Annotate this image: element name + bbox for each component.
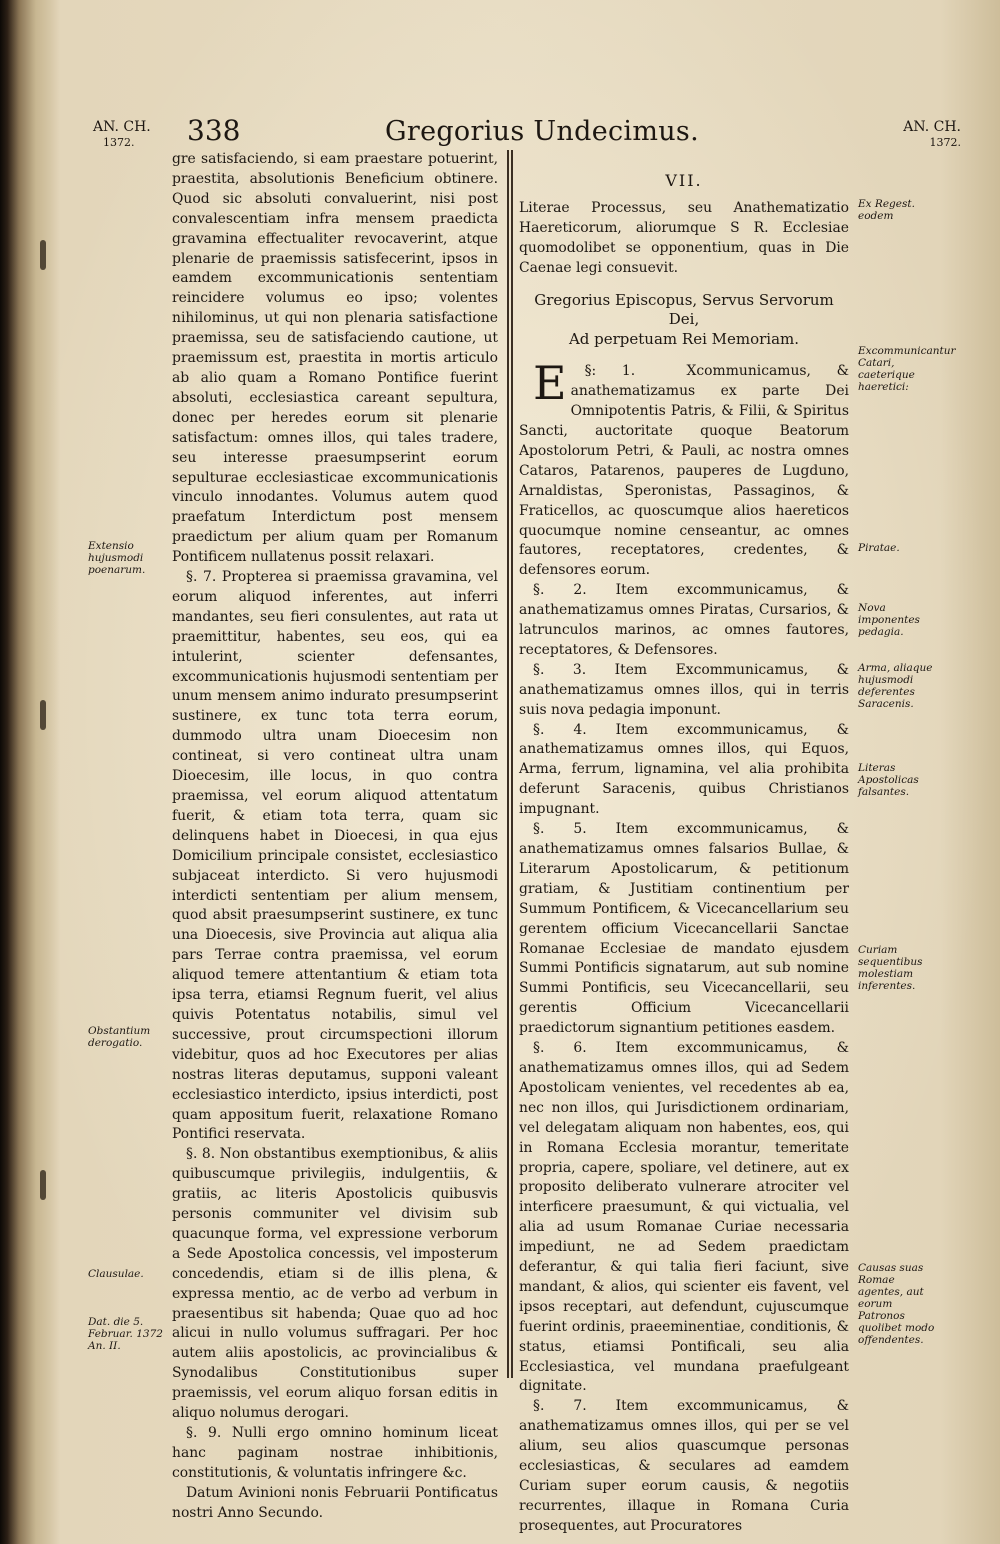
greeting-text: Gregorius Episcopus, Servus Servorum Dei,	[534, 290, 834, 329]
book-spine-shadow	[0, 0, 60, 1544]
year-value: 1372.	[103, 136, 135, 149]
margin-note: Ex Regest. eodem	[858, 198, 915, 222]
paragraph: Datum Avinioni nonis Februarii Pontificatus nostri Anno Secundo.	[172, 1484, 498, 1521]
margin-note: Extensio hujusmodi poenarum.	[88, 540, 146, 576]
right-column	[519, 171, 849, 1537]
binding-hole	[40, 240, 46, 270]
margin-note: Excommunicantur Catari, caeterique haeretici:	[858, 345, 956, 393]
paragraph: §. 8. Non obstantibus exemptionibus, & aliis quibuscumque privilegiis, indulgentiis, & gratiis, ac literis Apostolicis quibusvis personis communiter vel divisim sub quacunque forma, vel expressione verborum a Sede Apostolica concessis, vel imposterum concedendis, etiam si de illis plena, & expressa mentio, ac de verbo ad verbum in praesentibus sit habenda; Quae quo ad hoc alicui in nullo volumus suffragari. Per hoc autem aliis apostolicis, ac provincialibus & Synodalibus Constitutionibus super praemissis, vel eorum aliquo forsan editis in aliquo nolumus derogari.	[172, 1146, 498, 1422]
margin-note: Causas suas Romae agentes, aut eorum Patronos quolibet modo offendentes.	[858, 1262, 935, 1346]
paragraph: §. 2. Item excommunicamus, & anathematizamus omnes Piratas, Cursarios, & latrunculos marinos, ac omnes fautores, receptatores, & Defensores.	[519, 582, 849, 658]
running-head-left-year	[93, 120, 151, 150]
running-head	[85, 112, 965, 154]
document-number: VII.	[665, 171, 703, 190]
paragraph-text: Xcommunicamus, & anathematizamus ex parte Dei Omnipotentis Patris, & Filii, & Spiritus Sancti, auctoritate quoque Beatorum Apostolorum Petri, & Pauli, ac nostra omnes Cataros, Patarenos, pauperes de Lugduno, Arnaldistas, Speronistas, Passaginos, & Fraticellos, ac quoscumque alios haereticos quocumque nomine censeantur, ac omnes fautores, receptatores, credentes, & defensores eorum.	[519, 363, 849, 579]
paragraph: §. 7. Propterea si praemissa gravamina, vel eorum aliquod inferentes, aut inferri mandantes, seu fieri consulentes, aut rata ut praemittitur, habentes, seu eos, qui ea intulerint, scienter defensantes, excommunicationis hujusmodi sententiam per unum mensem animo indurato presumpserint sustinere, ex tunc tota terra eorum, dummodo ultra unam Dioecesim non contineat, si vero contineat ultra unam Dioecesim, ille locus, in quo contra praemissa, vel eorum aliquod attentatum fuerit, & etiam tota terra, quam sic delinquens habet in Dioecesi, in qua ejus Domicilium principale consistet, ecclesiastico subjaceat interdicto. Si vero hujusmodi interdicti sententiam per alium mensem, quod absit praesumpserint sustinere, ex tunc una Dioecesis, sive Provincia aut aliqua alia pars Terrae contra praemissa, vel eorum aliquod temere attentantium & etiam tota ipsa terra, etiamsi Regnum fuerit, vel alius quivis Potentatus notabilis, simul vel successive, prout circumspectioni illorum videbitur, quos ad hoc Executores per alias nostras literas deputamus, supponi valeant ecclesiastico interdicto, ipsius interdicti, post quam appositum fuerit, relaxatione Romano Pontifici reservata.	[172, 569, 498, 1143]
paragraph: §. 7. Item excommunicamus, & anathematizamus omnes illos, qui per se vel alium, seu alios quascumque personas ecclesiasticas, & seculares ad eamdem Curiam super eorum causis, & negotiis recurrentes, illaque in Romana Curia prosequentes, aut Procuratores	[519, 1398, 849, 1534]
paragraph: §. 6. Item excommunicamus, & anathematizamus omnes illos, qui ad Sedem Apostolicam venientes, vel recedentes ab ea, nec non illos, qui Jurisdictionem ordinariam, vel delegatam aliquam non habentes, eos, qui in Romana Ecclesia morantur, temeritate propria, capere, spoliare, vel detinere, aut ex proposito deliberato vulnerare atrociter vel interficere praesumunt, & qui victualia, vel alia ad usum Romanae Curiae necessaria impediunt, ne ad Sedem praedictam deferantur, & qui talia fieri faciunt, sive mandant, & alios, qui scienter eis favent, vel ipsos receptari, aut defendunt, cujuscumque fuerint ordinis, praeeminentiae, conditionis, & status, etiamsi Pontificali, seu alia Ecclesiastica, vel mundana praefulgeant dignitate.	[519, 1040, 849, 1395]
column-rule	[507, 150, 509, 1378]
year-label: AN. CH.	[93, 119, 151, 135]
margin-note: Nova imponentes pedagia.	[858, 602, 920, 638]
page-title: Gregorius Undecimus.	[385, 116, 699, 147]
margin-note: Dat. die 5. Februar. 1372 An. II.	[88, 1316, 163, 1352]
paragraph: §. 9. Nulli ergo omnino hominum liceat hanc paginam nostrae inhibitionis, constitutionis, & voluntatis infringere &c.	[172, 1425, 498, 1481]
document-heading: Literae Processus, seu Anathematizatio Haereticorum, aliorumque S R. Ecclesiae quomodolibet se opponentium, quas in Die Caenae legi consuevit.	[519, 199, 849, 276]
paragraph: §. 4. Item excommunicamus, & anathematizamus omnes illos, qui Equos, Arma, ferrum, lignamina, vel alia prohibita deferunt Saracenis, quibus Christianos impugnant.	[519, 721, 849, 818]
paragraph: §. 3. Item Excommunicamus, & anathematizamus omnes illos, qui in terris suis nova pedagia imponunt.	[519, 661, 849, 718]
greeting-text: Ad perpetuam Rei Memoriam.	[568, 330, 800, 349]
year-value: 1372.	[929, 136, 961, 149]
margin-note: Obstantium derogatio.	[88, 1025, 151, 1049]
binding-hole	[40, 1170, 46, 1200]
year-label: AN. CH.	[903, 119, 961, 135]
paragraph-first	[519, 356, 849, 581]
margin-note: Clausulae.	[88, 1268, 144, 1280]
drop-cap: E	[533, 356, 567, 411]
page-number: 338	[187, 114, 241, 147]
column-rule	[511, 150, 513, 1378]
binding-hole	[40, 700, 46, 730]
greeting-line	[519, 291, 849, 351]
paragraph: §. 5. Item excommunicamus, & anathematizamus omnes falsarios Bullae, & Literarum Apostolicarum, & petitionum gratiam, & Justitiam continentium per Summum Pontificem, & Vicecancellarium seu gerentem officium Vicecancellarii Sanctae Romanae Ecclesiae de mandato ejusdem Summi Pontificis signatarum, aut sub nomine Summi Pontificis, seu Vicecancellarii, seu gerentis Officium Vicecancellarii praedictorum signantium petitiones easdem.	[519, 821, 849, 1037]
section-marker: §: 1.	[584, 363, 636, 380]
left-column	[172, 150, 498, 1524]
margin-note: Piratae.	[858, 542, 900, 554]
paragraph: gre satisfaciendo, si eam praestare potuerint, praestita, absolutionis Beneficium obtinere. Quod sic absoluti convaluerint, nisi post convalescentiam infra mensem praedicta gravamina effectualiter revocaverint, atque plenarie de praemissis satisfecerint, ipsos in eamdem excommunicationis sententiam reincidere volumus eo ipso; volentes nihilominus, ut qui non plenaria satisfactione praemissa, seu de satisfaciendo cautione, ut praemissum est, praestita in mortis articulo ab alio quam a Romano Pontifice fuerint absoluti, ecclesiastica careant sepultura, donec per heredes eorum sit plenarie satisfactum: omnes illos, qui tales tradere, seu interesse praesumpserint eorum sepulturae ecclesiasticae excommunicationis vinculo innodantes. Volumus autem quod praefatum Interdictum post mensem praedictum per alium quam per Romanum Pontificem nullatenus possit relaxari.	[172, 151, 498, 566]
margin-note: Curiam sequentibus molestiam inferentes.	[858, 944, 923, 992]
margin-note: Arma, aliaque hujusmodi deferentes Saracenis.	[858, 662, 933, 710]
margin-note: Literas Apostolicas falsantes.	[858, 762, 919, 798]
running-head-right-year	[903, 120, 961, 150]
